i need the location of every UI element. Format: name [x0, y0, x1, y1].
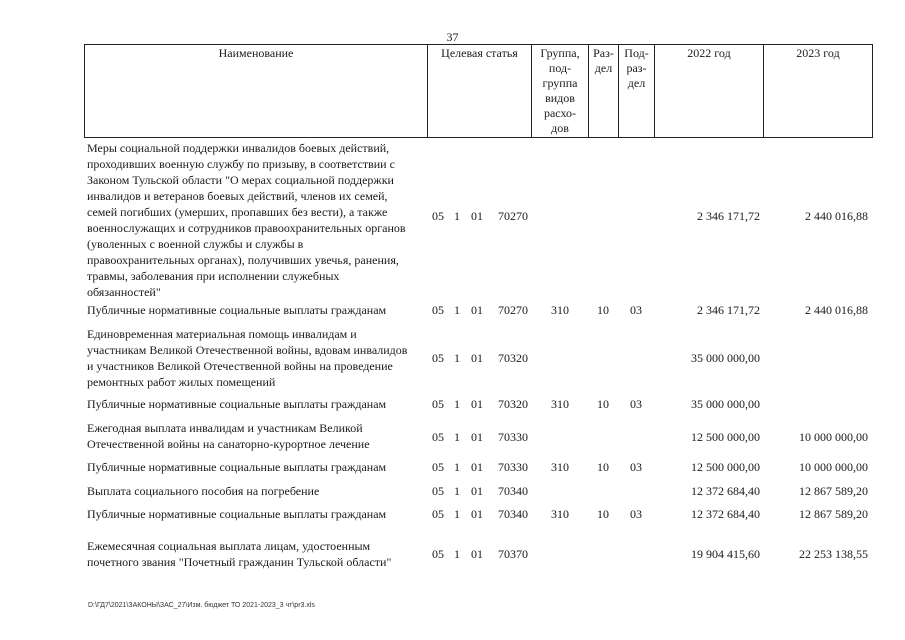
value-2022: 12 372 684,40 [691, 507, 760, 521]
subsection-code: 03 [630, 507, 642, 521]
code-direction: 70330 [498, 460, 528, 474]
group-code: 310 [551, 507, 569, 521]
code-direction: 70320 [498, 397, 528, 411]
row-name: Ежемесячная социальная выплата лицам, удостоенным почетного звания "Почетный гражданин Тульской области" [87, 539, 392, 569]
code-program: 05 [432, 397, 444, 411]
row-name: Публичные нормативные социальные выплаты гражданам [87, 303, 387, 317]
table-row [84, 506, 871, 524]
table-row [84, 140, 871, 300]
group-code: 310 [551, 460, 569, 474]
code-subprogram: 1 [454, 430, 460, 444]
code-program: 05 [432, 430, 444, 444]
header-year-2022: 2022 год [655, 45, 764, 137]
footer-file-path: D:\ГД7\2021\ЗАКОНЫ\ЗАС_27\Изм. бюджет ТО 2021-2023_3 чт\pr3.xls [88, 602, 315, 609]
code-program: 05 [432, 303, 444, 317]
row-name: Выплата социального пособия на погребение [87, 484, 320, 498]
value-2022: 35 000 000,00 [691, 397, 760, 411]
row-name: Публичные нормативные социальные выплаты гражданам [87, 460, 387, 474]
value-2023: 12 867 589,20 [799, 484, 868, 498]
code-main-event: 01 [471, 547, 483, 561]
code-program: 05 [432, 209, 444, 223]
code-subprogram: 1 [454, 209, 460, 223]
code-main-event: 01 [471, 303, 483, 317]
row-name: Меры социальной поддержки инвалидов боевых действий, проходивших военную службу по призыву, в соответствии с Законом Тульской области "О мерах социальной поддержки инвалидов и ветеранов боевых действий, членов их семей, семей погибших (умерших, пропавших без вести), а также военнослужащих и сотрудников правоохранительных органов (уволенных с военной службы и службы в правоохранительных органах), получивших увечья, ранения, травмы, заболевания при исполнении служебных обязанностей" [87, 141, 406, 299]
table-row [84, 459, 871, 477]
value-2023: 2 440 016,88 [805, 209, 868, 223]
header-target: Целевая статья [428, 45, 532, 137]
value-2022: 12 500 000,00 [691, 430, 760, 444]
header-name: Наименование [85, 45, 428, 137]
row-name: Единовременная материальная помощь инвалидам и участникам Великой Отечественной войны, вдовам инвалидов и участников Великой Отечественной войны на проведение ремонтных работ жилых помещений [87, 327, 408, 389]
code-subprogram: 1 [454, 460, 460, 474]
row-name: Ежегодная выплата инвалидам и участникам Великой Отечественной войны на санаторно-курортное лечение [87, 421, 370, 451]
section-code: 10 [597, 303, 609, 317]
code-main-event: 01 [471, 351, 483, 365]
code-subprogram: 1 [454, 303, 460, 317]
value-2022: 2 346 171,72 [697, 209, 760, 223]
code-program: 05 [432, 484, 444, 498]
group-code: 310 [551, 397, 569, 411]
code-main-event: 01 [471, 430, 483, 444]
section-code: 10 [597, 460, 609, 474]
table-row [84, 396, 871, 414]
code-subprogram: 1 [454, 351, 460, 365]
code-subprogram: 1 [454, 507, 460, 521]
code-program: 05 [432, 507, 444, 521]
code-subprogram: 1 [454, 484, 460, 498]
value-2023: 12 867 589,20 [799, 507, 868, 521]
code-direction: 70370 [498, 547, 528, 561]
value-2022: 35 000 000,00 [691, 351, 760, 365]
subsection-code: 03 [630, 460, 642, 474]
code-direction: 70270 [498, 209, 528, 223]
code-direction: 70320 [498, 351, 528, 365]
code-main-event: 01 [471, 484, 483, 498]
row-name: Публичные нормативные социальные выплаты гражданам [87, 397, 387, 411]
code-direction: 70330 [498, 430, 528, 444]
code-program: 05 [432, 547, 444, 561]
section-code: 10 [597, 397, 609, 411]
code-subprogram: 1 [454, 547, 460, 561]
value-2023: 2 440 016,88 [805, 303, 868, 317]
code-main-event: 01 [471, 209, 483, 223]
header-group: Группа, под- группа видов расхо- дов [532, 45, 589, 137]
value-2023: 10 000 000,00 [799, 460, 868, 474]
code-direction: 70340 [498, 507, 528, 521]
value-2022: 12 500 000,00 [691, 460, 760, 474]
code-program: 05 [432, 351, 444, 365]
value-2022: 2 346 171,72 [697, 303, 760, 317]
group-code: 310 [551, 303, 569, 317]
code-main-event: 01 [471, 460, 483, 474]
code-direction: 70340 [498, 484, 528, 498]
table-row [84, 302, 871, 320]
code-main-event: 01 [471, 507, 483, 521]
code-main-event: 01 [471, 397, 483, 411]
code-direction: 70270 [498, 303, 528, 317]
subsection-code: 03 [630, 303, 642, 317]
header-subsection: Под- раз- дел [619, 45, 655, 137]
header-year-2023: 2023 год [796, 46, 840, 60]
table-header [84, 44, 873, 138]
value-2022: 12 372 684,40 [691, 484, 760, 498]
table-row [84, 326, 871, 390]
page-number: 37 [446, 30, 459, 44]
code-program: 05 [432, 460, 444, 474]
subsection-code: 03 [630, 397, 642, 411]
value-2022: 19 904 415,60 [691, 547, 760, 561]
row-name: Публичные нормативные социальные выплаты гражданам [87, 507, 387, 521]
value-2023: 10 000 000,00 [799, 430, 868, 444]
code-subprogram: 1 [454, 397, 460, 411]
header-section: Раз- дел [589, 45, 619, 137]
section-code: 10 [597, 507, 609, 521]
table-row [84, 420, 871, 454]
value-2023: 22 253 138,55 [799, 547, 868, 561]
table-row [84, 483, 871, 501]
table-row [84, 538, 871, 572]
